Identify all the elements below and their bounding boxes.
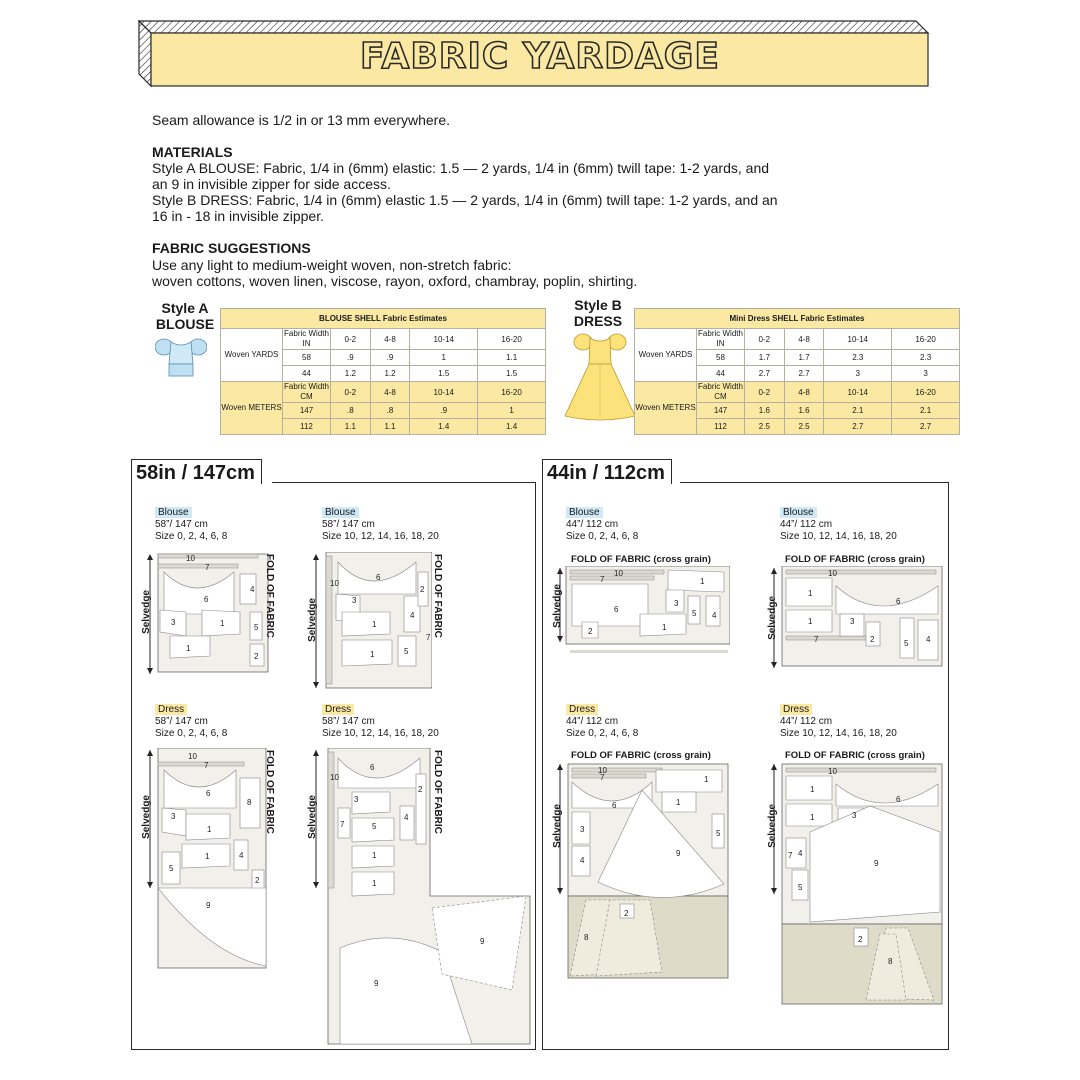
table-cell: 2.3 [824, 350, 892, 366]
selvedge-label: Selvedge [767, 596, 778, 640]
table-cell: 3 [824, 366, 892, 382]
suggestions-line2: woven cottons, woven linen, viscose, rayon, oxford, chambray, poplin, shirting. [152, 273, 638, 289]
size-range: Size 0, 2, 4, 6, 8 [566, 531, 639, 542]
table-cell: 2.1 [892, 403, 960, 419]
piece-label: 1 [186, 644, 191, 653]
piece-label: 7 [205, 563, 210, 572]
table-cell: 112 [283, 419, 331, 435]
piece-label: 3 [171, 812, 176, 821]
piece-label: 7 [340, 820, 345, 829]
piece-label: 5 [169, 864, 174, 873]
fold-label: FOLD OF FABRIC [432, 750, 443, 834]
section-58in-title: 58in / 147cm [131, 459, 262, 484]
size-header: 4-8 [784, 382, 824, 403]
dress-table-title: Mini Dress SHELL Fabric Estimates [635, 309, 960, 329]
style-b-line1: Style B [574, 297, 622, 313]
table-cell: 1.1 [478, 350, 546, 366]
table-cell: 44 [697, 366, 745, 382]
blouse-meters-width-header: Fabric Width CM [284, 382, 329, 401]
materials-a-line1: Style A BLOUSE: Fabric, 1/4 in (6mm) elastic: 1.5 — 2 yards, 1/4 in (6mm) twill tape: 1-2 yards, and [152, 160, 770, 176]
layout-58-blouse-large [312, 552, 432, 692]
layout-44-dress-large [770, 762, 944, 1006]
table-cell: 112 [697, 419, 745, 435]
piece-label: 3 [354, 795, 359, 804]
suggestions-heading: FABRIC SUGGESTIONS [152, 240, 311, 256]
section-44in-title: 44in / 112cm [542, 459, 672, 484]
piece-label: 2 [588, 627, 593, 636]
piece-label: 5 [716, 829, 721, 838]
blouse-badge: Blouse [566, 507, 603, 518]
piece-label: 5 [404, 647, 409, 656]
fabric-width: 58”/ 147 cm [322, 716, 375, 727]
piece-label: 1 [220, 619, 225, 628]
piece-label: 10 [330, 579, 339, 588]
size-header: 10-14 [410, 329, 478, 350]
blouse-estimates-table [220, 308, 546, 435]
piece-label: 10 [598, 766, 607, 775]
style-b-label [568, 297, 628, 329]
fold-label: FOLD OF FABRIC [264, 554, 275, 638]
fabric-width: 44”/ 112 cm [780, 716, 833, 727]
size-header: 0-2 [331, 329, 371, 350]
fold-cross-label: FOLD OF FABRIC (cross grain) [785, 750, 925, 761]
table-cell: 1.1 [370, 419, 410, 435]
piece-label: 10 [330, 773, 339, 782]
blouse-yards-width-header: Fabric Width IN [284, 329, 329, 348]
piece-label: 6 [370, 763, 375, 772]
table-cell: 147 [283, 403, 331, 419]
piece-label: 1 [704, 775, 709, 784]
dress-badge: Dress [780, 704, 812, 715]
piece-label: 6 [612, 801, 617, 810]
piece-label: 6 [896, 795, 901, 804]
piece-label: 9 [874, 859, 879, 868]
table-cell: .9 [410, 403, 478, 419]
layout-44-blouse-small [556, 566, 730, 654]
piece-label: 2 [254, 652, 259, 661]
fabric-width: 58”/ 147 cm [155, 716, 208, 727]
layout-58-dress-large [312, 748, 532, 1046]
table-cell: .9 [331, 350, 371, 366]
layout-caption [566, 704, 638, 740]
fold-cross-label: FOLD OF FABRIC (cross grain) [785, 554, 925, 565]
piece-label: 3 [674, 599, 679, 608]
piece-label: 4 [410, 611, 415, 620]
table-cell: 2.7 [784, 366, 824, 382]
piece-label: 1 [370, 650, 375, 659]
materials-b-line1: Style B DRESS: Fabric, 1/4 in (6mm) elastic 1.5 — 2 yards, 1/4 in (6mm) twill tape: 1-2 yards, and an [152, 192, 778, 208]
dress-badge: Dress [566, 704, 598, 715]
size-header: 0-2 [745, 329, 785, 350]
size-header: 16-20 [478, 329, 546, 350]
piece-label: 1 [810, 813, 815, 822]
layout-58-blouse-small [146, 552, 276, 678]
piece-label: 3 [852, 811, 857, 820]
selvedge-label: Selvedge [307, 598, 318, 642]
table-cell: 58 [283, 350, 331, 366]
piece-label: 4 [404, 813, 409, 822]
piece-label: 2 [255, 876, 260, 885]
piece-label: 1 [662, 623, 667, 632]
seam-allowance-text: Seam allowance is 1/2 in or 13 mm everywhere. [152, 112, 451, 128]
fold-label: FOLD OF FABRIC [264, 750, 275, 834]
selvedge-label: Selvedge [141, 590, 152, 634]
table-cell: 44 [283, 366, 331, 382]
piece-label: 9 [480, 937, 485, 946]
table-cell: 2.7 [892, 419, 960, 435]
table-cell: 1 [478, 403, 546, 419]
piece-label: 1 [207, 825, 212, 834]
piece-label: 3 [850, 617, 855, 626]
piece-label: 7 [814, 635, 819, 644]
piece-label: 4 [926, 635, 931, 644]
materials-heading: MATERIALS [152, 144, 233, 160]
table-cell: 2.7 [745, 366, 785, 382]
table-cell: 2.5 [784, 419, 824, 435]
section-58in-top-line [272, 482, 536, 483]
fold-label: FOLD OF FABRIC [432, 554, 443, 638]
size-range: Size 10, 12, 14, 16, 18, 20 [780, 728, 897, 739]
suggestions-line1: Use any light to medium-weight woven, non-stretch fabric: [152, 257, 512, 273]
size-header: 4-8 [784, 329, 824, 350]
size-header: 0-2 [331, 382, 371, 403]
piece-label: 8 [584, 933, 589, 942]
size-header: 10-14 [824, 329, 892, 350]
dress-estimates-table [634, 308, 960, 435]
piece-label: 2 [858, 935, 863, 944]
piece-label: 3 [580, 825, 585, 834]
selvedge-label: Selvedge [552, 584, 563, 628]
piece-label: 6 [204, 595, 209, 604]
style-a-line2: BLOUSE [155, 316, 215, 332]
size-range: Size 10, 12, 14, 16, 18, 20 [322, 531, 439, 542]
piece-label: 9 [676, 849, 681, 858]
selvedge-label: Selvedge [141, 795, 152, 839]
fabric-width: 44”/ 112 cm [780, 519, 833, 530]
style-a-line1: Style A [161, 300, 209, 316]
section-44in-top-line [680, 482, 949, 483]
selvedge-label: Selvedge [767, 804, 778, 848]
piece-label: 9 [206, 901, 211, 910]
size-header: 16-20 [892, 382, 960, 403]
page-title: FABRIC YARDAGE [360, 36, 720, 77]
dress-yards-group: Woven YARDS [635, 329, 697, 382]
layout-caption [322, 704, 439, 740]
piece-label: 7 [600, 773, 605, 782]
size-header: 10-14 [410, 382, 478, 403]
piece-label: 4 [798, 849, 803, 858]
piece-label: 4 [580, 856, 585, 865]
blouse-meters-group: Woven METERS [221, 382, 283, 435]
table-cell: 1.7 [745, 350, 785, 366]
layout-caption [780, 704, 897, 740]
table-cell: .9 [370, 350, 410, 366]
style-a-label [150, 300, 220, 332]
piece-label: 6 [376, 573, 381, 582]
table-cell: 1.6 [784, 403, 824, 419]
layout-caption [322, 507, 439, 543]
size-range: Size 0, 2, 4, 6, 8 [566, 728, 639, 739]
selvedge-label: Selvedge [552, 804, 563, 848]
table-cell: 2.7 [824, 419, 892, 435]
size-header: 4-8 [370, 329, 410, 350]
blouse-illustration [155, 334, 207, 385]
piece-label: 4 [239, 851, 244, 860]
dress-badge: Dress [322, 704, 354, 715]
piece-label: 7 [426, 633, 431, 642]
blouse-badge: Blouse [322, 507, 359, 518]
piece-label: 1 [810, 785, 815, 794]
blouse-badge: Blouse [780, 507, 817, 518]
table-cell: 1.6 [745, 403, 785, 419]
size-header: 10-14 [824, 382, 892, 403]
table-cell: 1.2 [331, 366, 371, 382]
piece-label: 5 [254, 623, 259, 632]
piece-label: 5 [692, 609, 697, 618]
dress-meters-width-header: Fabric Width CM [698, 382, 743, 401]
dress-yards-width-header: Fabric Width IN [698, 329, 743, 348]
table-cell: 1.5 [478, 366, 546, 382]
table-cell: 1.2 [370, 366, 410, 382]
piece-label: 2 [870, 635, 875, 644]
piece-label: 1 [700, 577, 705, 586]
table-cell: 58 [697, 350, 745, 366]
blouse-table-title: BLOUSE SHELL Fabric Estimates [221, 309, 546, 329]
layout-caption [155, 704, 227, 740]
piece-label: 6 [896, 597, 901, 606]
dress-illustration [562, 330, 638, 427]
size-range: Size 10, 12, 14, 16, 18, 20 [780, 531, 897, 542]
materials-a-line2: an 9 in invisible zipper for side access. [152, 176, 391, 192]
size-header: 16-20 [478, 382, 546, 403]
piece-label: 1 [205, 852, 210, 861]
piece-label: 5 [904, 639, 909, 648]
piece-label: 2 [418, 785, 423, 794]
piece-label: 4 [250, 585, 255, 594]
fold-cross-label: FOLD OF FABRIC (cross grain) [571, 554, 711, 565]
blouse-yards-group: Woven YARDS [221, 329, 283, 382]
layout-caption [780, 507, 897, 543]
piece-label: 8 [247, 798, 252, 807]
size-range: Size 0, 2, 4, 6, 8 [155, 531, 228, 542]
dress-meters-group: Woven METERS [635, 382, 697, 435]
fabric-width: 44”/ 112 cm [566, 716, 619, 727]
blouse-badge: Blouse [155, 507, 192, 518]
piece-label: 10 [188, 752, 197, 761]
piece-label: 1 [808, 589, 813, 598]
table-cell: .8 [370, 403, 410, 419]
piece-label: 6 [614, 605, 619, 614]
piece-label: 3 [171, 618, 176, 627]
piece-label: 5 [798, 883, 803, 892]
table-cell: 1.4 [478, 419, 546, 435]
piece-label: 9 [374, 979, 379, 988]
selvedge-label: Selvedge [307, 795, 318, 839]
fabric-width: 44”/ 112 cm [566, 519, 619, 530]
piece-label: 1 [676, 798, 681, 807]
fabric-width: 58”/ 147 cm [322, 519, 375, 530]
layout-58-dress-small [146, 748, 276, 970]
piece-label: 10 [828, 569, 837, 578]
table-cell: 1.5 [410, 366, 478, 382]
layout-caption [566, 507, 638, 543]
size-header: 16-20 [892, 329, 960, 350]
materials-b-line2: 16 in - 18 in invisible zipper. [152, 208, 324, 224]
table-cell: 1.4 [410, 419, 478, 435]
piece-label: 1 [372, 620, 377, 629]
layout-caption [155, 507, 227, 543]
table-cell: 1.7 [784, 350, 824, 366]
piece-label: 3 [352, 596, 357, 605]
fold-cross-label: FOLD OF FABRIC (cross grain) [571, 750, 711, 761]
table-cell: .8 [331, 403, 371, 419]
piece-label: 4 [712, 611, 717, 620]
table-cell: 147 [697, 403, 745, 419]
size-header: 0-2 [745, 382, 785, 403]
fabric-width: 58”/ 147 cm [155, 519, 208, 530]
piece-label: 2 [624, 909, 629, 918]
size-header: 4-8 [370, 382, 410, 403]
piece-label: 1 [372, 851, 377, 860]
size-range: Size 10, 12, 14, 16, 18, 20 [322, 728, 439, 739]
piece-label: 6 [206, 789, 211, 798]
layout-44-dress-small [556, 762, 730, 980]
table-cell: 2.5 [745, 419, 785, 435]
piece-label: 8 [888, 957, 893, 966]
layout-44-blouse-large [770, 566, 944, 668]
table-cell: 1.1 [331, 419, 371, 435]
table-cell: 3 [892, 366, 960, 382]
table-cell: 2.3 [892, 350, 960, 366]
piece-label: 10 [828, 767, 837, 776]
piece-label: 2 [420, 585, 425, 594]
piece-label: 10 [614, 569, 623, 578]
piece-label: 1 [372, 879, 377, 888]
piece-label: 10 [186, 554, 195, 563]
piece-label: 1 [808, 617, 813, 626]
table-cell: 1 [410, 350, 478, 366]
piece-label: 7 [600, 575, 605, 584]
table-cell: 2.1 [824, 403, 892, 419]
piece-label: 5 [372, 822, 377, 831]
size-range: Size 0, 2, 4, 6, 8 [155, 728, 228, 739]
piece-label: 7 [788, 851, 793, 860]
piece-label: 7 [204, 761, 209, 770]
dress-badge: Dress [155, 704, 187, 715]
style-b-line2: DRESS [573, 313, 623, 329]
